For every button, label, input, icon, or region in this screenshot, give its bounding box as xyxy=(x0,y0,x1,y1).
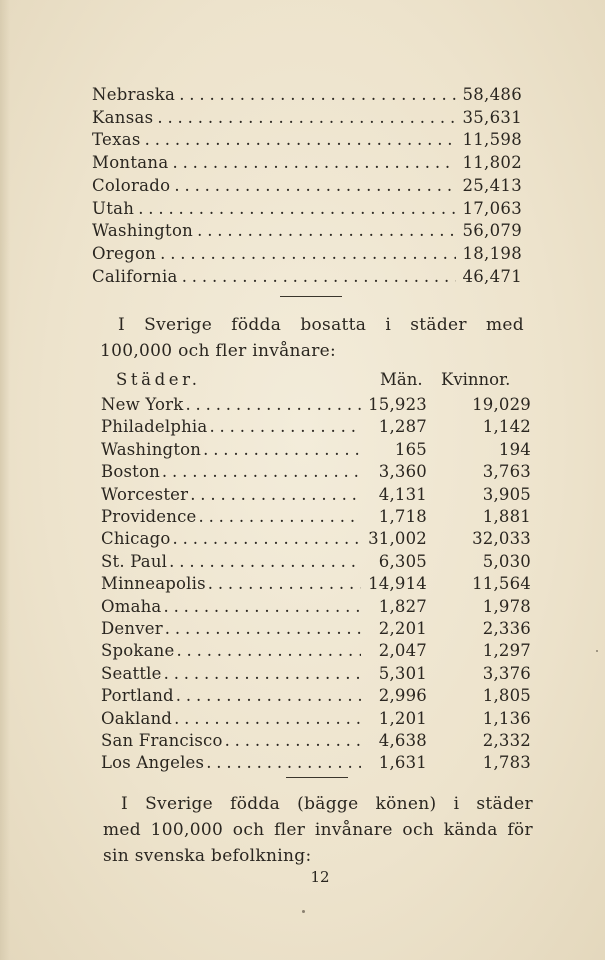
city-men: 2,047 xyxy=(378,641,427,661)
header-men: Män. xyxy=(380,370,423,389)
section-heading-cities xyxy=(100,312,524,364)
dot-leader xyxy=(161,597,361,616)
dot-leader xyxy=(174,686,361,705)
state-row xyxy=(92,176,522,198)
state-value: 46,471 xyxy=(462,266,522,286)
section-divider-bottom xyxy=(286,777,348,778)
state-value: 17,063 xyxy=(462,198,522,218)
city-name: Chicago xyxy=(101,529,171,549)
dot-leader xyxy=(167,552,361,571)
city-name: Los Angeles xyxy=(101,753,205,773)
heading-word: och xyxy=(402,820,435,840)
dot-leader xyxy=(204,753,361,772)
city-women: 11,564 xyxy=(472,574,531,594)
heading2-line-3: sin svenska befolkning: xyxy=(103,846,312,866)
heading-word: I xyxy=(121,794,129,814)
state-value: 11,598 xyxy=(462,130,522,150)
section-heading-known xyxy=(103,791,533,869)
city-men: 14,914 xyxy=(368,574,427,594)
city-row xyxy=(101,597,531,619)
city-men: 165 xyxy=(394,439,427,459)
city-men: 2,996 xyxy=(378,686,427,706)
city-women: 1,142 xyxy=(482,417,531,437)
state-value: 58,486 xyxy=(462,85,522,104)
city-row xyxy=(101,552,531,574)
city-name: Oakland xyxy=(101,708,173,728)
state-value: 25,413 xyxy=(462,175,522,195)
dot-leader xyxy=(163,619,361,638)
page-edge-shadow xyxy=(0,0,10,960)
heading-word: kända xyxy=(443,820,498,840)
city-men: 3,360 xyxy=(378,462,427,482)
city-name: Spokane xyxy=(101,641,175,661)
dot-leader xyxy=(183,395,361,414)
heading-word: i xyxy=(385,315,392,335)
city-name: Minneapolis xyxy=(101,574,206,594)
city-women: 1,978 xyxy=(482,596,531,616)
city-name: Denver xyxy=(101,619,163,638)
heading-word: könen) xyxy=(375,794,437,814)
city-women: 2,336 xyxy=(482,619,531,638)
heading-word: (bägge xyxy=(297,794,359,814)
city-women: 3,763 xyxy=(482,462,531,482)
state-name: Nebraska xyxy=(92,85,176,104)
city-row xyxy=(101,686,531,708)
dot-leader xyxy=(160,462,361,481)
dot-leader xyxy=(156,244,456,263)
state-row xyxy=(92,85,522,107)
state-row xyxy=(92,130,522,152)
header-cities: Städer. xyxy=(116,370,201,389)
city-name: Boston xyxy=(101,462,160,482)
city-row xyxy=(101,395,531,417)
city-men: 2,201 xyxy=(378,619,427,638)
state-name: Oregon xyxy=(92,243,157,263)
city-women: 2,332 xyxy=(482,731,531,750)
state-name: Kansas xyxy=(92,107,154,127)
dot-leader xyxy=(174,641,361,660)
city-women: 3,905 xyxy=(482,484,531,504)
dot-leader xyxy=(206,574,361,593)
heading-word: fler xyxy=(274,820,306,840)
city-row xyxy=(101,417,531,439)
city-women: 1,783 xyxy=(482,753,531,773)
state-value: 11,802 xyxy=(462,153,522,173)
city-name: Providence xyxy=(101,507,197,526)
state-name: Utah xyxy=(92,198,135,218)
city-name: Seattle xyxy=(101,663,162,683)
heading-word: för xyxy=(507,820,533,840)
state-name: Texas xyxy=(92,130,141,150)
city-women: 19,029 xyxy=(472,395,531,414)
heading-word: invånare xyxy=(314,820,393,840)
state-name: Montana xyxy=(92,153,169,173)
city-row xyxy=(101,485,531,507)
heading-word: städer xyxy=(476,794,533,814)
heading-word: med xyxy=(486,315,524,335)
heading2-line-2 xyxy=(103,817,533,843)
city-name: Omaha xyxy=(101,596,162,616)
city-men: 1,287 xyxy=(378,417,427,437)
city-row xyxy=(101,619,531,641)
paper-speck xyxy=(302,910,305,913)
heading-word: med xyxy=(103,820,141,840)
heading-line-2: 100,000 och fler invånare: xyxy=(100,341,337,361)
city-women: 5,030 xyxy=(482,551,531,571)
dot-leader xyxy=(134,199,456,218)
state-value: 56,079 xyxy=(462,221,522,241)
heading-word: bosatta xyxy=(300,315,367,335)
dot-leader xyxy=(188,485,361,504)
city-women: 1,136 xyxy=(482,708,531,728)
state-row xyxy=(92,221,522,243)
city-row xyxy=(101,641,531,663)
heading-word: Sverige xyxy=(144,315,213,335)
dot-leader xyxy=(171,529,361,548)
city-name: New York xyxy=(101,395,184,414)
city-men: 1,201 xyxy=(378,708,427,728)
city-men: 31,002 xyxy=(368,529,427,549)
city-women: 1,805 xyxy=(482,686,531,706)
city-name: St. Paul xyxy=(101,551,168,571)
dot-leader xyxy=(141,130,456,149)
heading-word: födda xyxy=(231,315,282,335)
city-men: 1,631 xyxy=(378,753,427,773)
state-name: California xyxy=(92,266,178,286)
heading-word: födda xyxy=(230,794,281,814)
city-women: 3,376 xyxy=(482,663,531,683)
city-name: Washington xyxy=(101,439,202,459)
dot-leader xyxy=(153,108,456,127)
dot-leader xyxy=(169,153,457,172)
state-row xyxy=(92,244,522,266)
state-row xyxy=(92,108,522,130)
heading-word: 100,000 xyxy=(150,820,224,840)
city-men: 6,305 xyxy=(378,551,427,571)
state-value: 35,631 xyxy=(462,107,522,127)
heading-word: och xyxy=(232,820,265,840)
dot-leader xyxy=(178,267,456,286)
city-men: 15,923 xyxy=(368,395,427,414)
header-women: Kvinnor. xyxy=(441,370,511,389)
heading-word: Sverige xyxy=(145,794,214,814)
city-name: Worcester xyxy=(101,484,189,504)
city-men: 1,827 xyxy=(378,596,427,616)
city-men: 4,638 xyxy=(378,731,427,750)
city-men: 4,131 xyxy=(378,484,427,504)
state-row xyxy=(92,153,522,175)
state-name: Washington xyxy=(92,221,194,241)
city-row xyxy=(101,709,531,731)
heading-word: I xyxy=(118,315,126,335)
city-row xyxy=(101,462,531,484)
dot-leader xyxy=(162,664,361,683)
city-row xyxy=(101,753,531,775)
city-men: 1,718 xyxy=(378,507,427,526)
city-row xyxy=(101,529,531,551)
dot-leader xyxy=(223,731,361,750)
city-name: Portland xyxy=(101,686,174,706)
city-row xyxy=(101,507,531,529)
heading-line-1 xyxy=(118,312,524,338)
city-row xyxy=(101,574,531,596)
heading-word: i xyxy=(453,794,460,814)
heading-word: städer xyxy=(410,315,467,335)
city-women: 194 xyxy=(498,439,531,459)
state-value: 18,198 xyxy=(462,243,522,263)
state-name: Colorado xyxy=(92,175,171,195)
city-men: 5,301 xyxy=(378,663,427,683)
dot-leader xyxy=(170,176,456,195)
city-name: Philadelphia xyxy=(101,417,208,437)
city-row xyxy=(101,731,531,753)
state-row xyxy=(92,199,522,221)
city-women: 1,881 xyxy=(482,507,531,526)
dot-leader xyxy=(172,709,361,728)
heading2-line-1 xyxy=(121,791,533,817)
page-number: 12 xyxy=(310,868,330,886)
city-row xyxy=(101,440,531,462)
city-women: 1,297 xyxy=(482,641,531,661)
city-women: 32,033 xyxy=(472,529,531,549)
city-row xyxy=(101,664,531,686)
city-name: San Francisco xyxy=(101,731,223,750)
dot-leader xyxy=(175,85,456,104)
dot-leader xyxy=(207,417,361,436)
dot-leader xyxy=(196,507,361,526)
paper-speck xyxy=(596,650,598,652)
section-divider-top xyxy=(280,296,342,297)
dot-leader xyxy=(193,221,456,240)
dot-leader xyxy=(201,440,361,459)
state-row xyxy=(92,267,522,289)
